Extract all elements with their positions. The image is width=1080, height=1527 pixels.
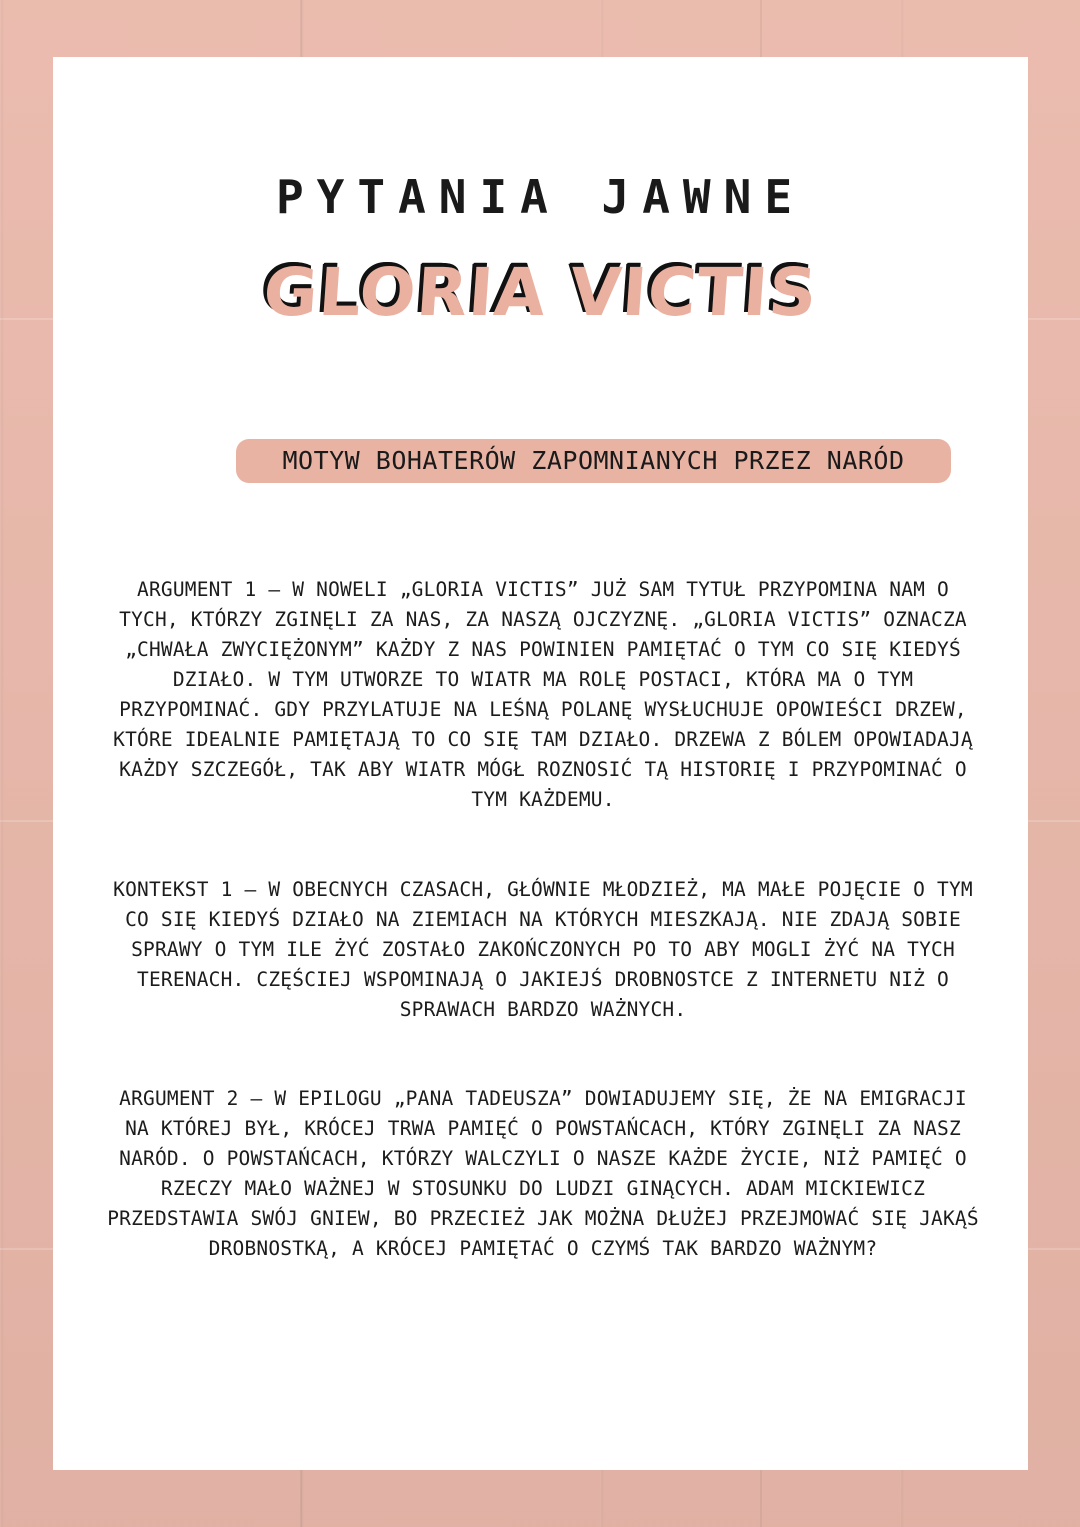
page-subtitle: GLORIA VICTIS	[261, 254, 821, 331]
document-page	[53, 57, 1028, 1470]
argument-2-paragraph: ARGUMENT 2 – W EPILOGU „PANA TADEUSZA” DOWIADUJEMY SIĘ, ŻE NA EMIGRACJI NA KTÓREJ BYŁ, KRÓCEJ TRWA PAMIĘĆ O POWSTAŃCACH, KTÓRY ZGINĘLI ZA NASZ NARÓD. O POWSTAŃCACH, KTÓRZY WALCZYLI O NASZE KAŻDE ŻYCIE, NIŻ PAMIĘĆ O RZECZY MAŁO WAŻNEJ W STOSUNKU DO LUDZI GINĄCYCH. ADAM MICKIEWICZ PRZEDSTAWIA SWÓJ GNIEW, BO PRZECIEŻ JAK MOŻNA DŁUŻEJ PRZEJMOWAĆ SIĘ JAKĄŚ DROBNOSTKĄ, A KRÓCEJ PAMIĘTAĆ O CZYMŚ TAK BARDZO WAŻNYM?	[107, 1087, 979, 1260]
motif-banner: MOTYW BOHATERÓW ZAPOMNIANYCH PRZEZ NARÓD	[236, 439, 951, 483]
page-title: PYTANIA JAWNE	[275, 170, 806, 224]
argument-1-paragraph: ARGUMENT 1 – W NOWELI „GLORIA VICTIS” JUŻ SAM TYTUŁ PRZYPOMINA NAM O TYCH, KTÓRZY ZGINĘLI ZA NAS, ZA NASZĄ OJCZYZNĘ. „GLORIA VICTIS” OZNACZA „CHWAŁA ZWYCIĘŻONYM” KAŻDY Z NAS POWINIEN PAMIĘTAĆ O TYM CO SIĘ KIEDYŚ DZIAŁO. W TYM UTWORZE TO WIATR MA ROLĘ POSTACI, KTÓRA MA O TYM PRZYPOMINAĆ. GDY PRZYLATUJE NA LEŚNĄ POLANĘ WYSŁUCHUJE OPOWIEŚCI DRZEW, KTÓRE IDEALNIE PAMIĘTAJĄ TO CO SIĘ TAM DZIAŁO. DRZEWA Z BÓLEM OPOWIADAJĄ KAŻDY SZCZEGÓŁ, TAK ABY WIATR MÓGŁ ROZNOSIĆ TĄ HISTORIĘ I PRZYPOMINAĆ O TYM KAŻDEMU.	[113, 578, 973, 811]
context-1-paragraph: KONTEKST 1 – W OBECNYCH CZASACH, GŁÓWNIE MŁODZIEŻ, MA MAŁE POJĘCIE O TYM CO SIĘ KIEDYŚ DZIAŁO NA ZIEMIACH NA KTÓRYCH MIESZKAJĄ. NIE ZDAJĄ SOBIE SPRAWY O TYM ILE ŻYĆ ZOSTAŁO ZAKOŃCZONYCH PO TO ABY MOGLI ŻYĆ NA TYCH TERENACH. CZĘŚCIEJ WSPOMINAJĄ O JAKIEJŚ DROBNOSTCE Z INTERNETU NIŻ O SPRAWACH BARDZO WAŻNYCH.	[113, 878, 973, 1021]
